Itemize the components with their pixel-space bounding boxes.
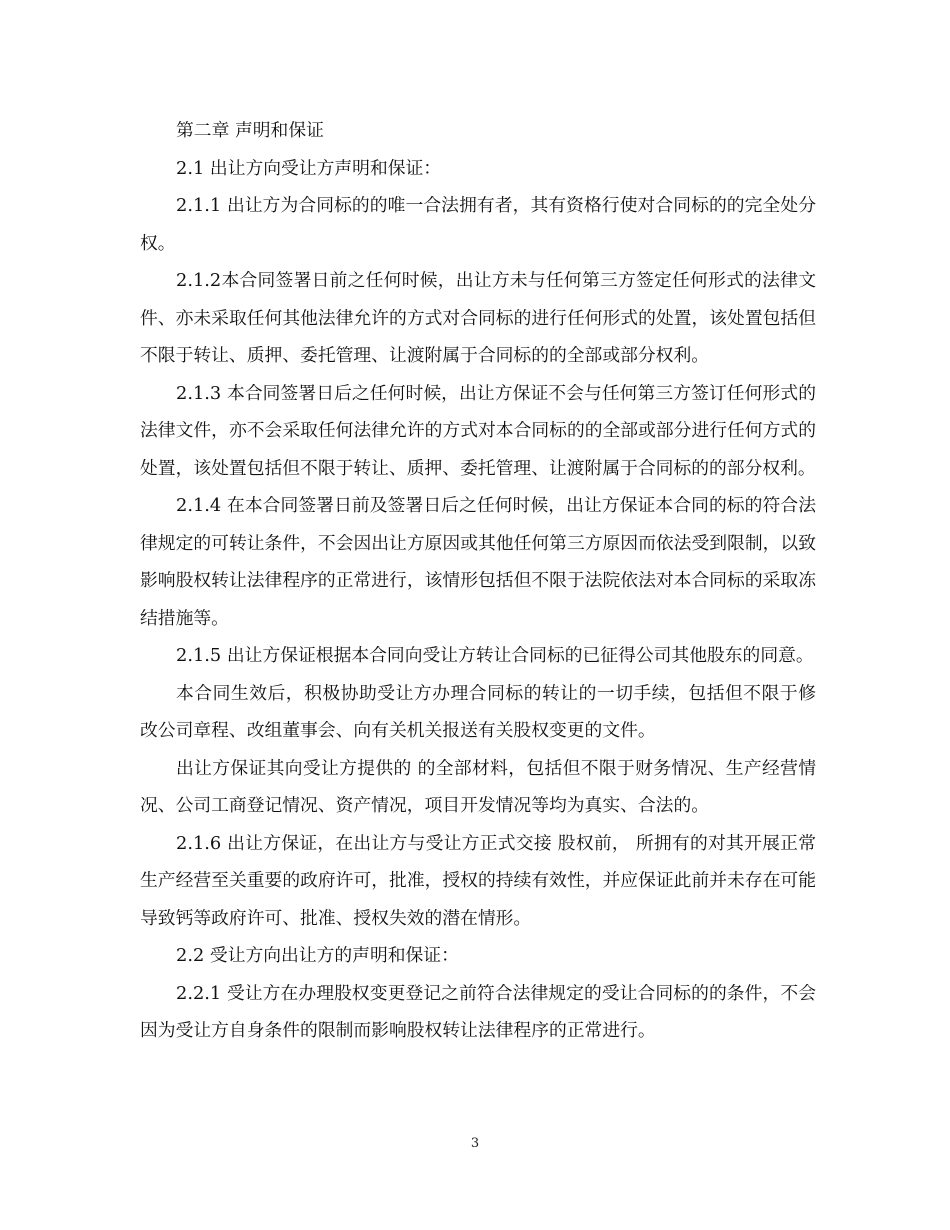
clause-2-1-1: 2.1.1 出让方为合同标的的唯一合法拥有者，其有资格行使对合同标的的完全处分权。 — [140, 195, 816, 254]
chapter-heading: 第二章 声明和保证 — [176, 120, 324, 141]
section-heading-2-1: 2.1 出让方向受让方声明和保证： — [176, 157, 442, 179]
section-heading-2-2: 2.2 受让方向出让方的声明和保证： — [176, 945, 459, 966]
clause-2-1-5: 2.1.5 出让方保证根据本合同向受让方转让合同标的已征得公司其他股东的同意。 — [176, 645, 814, 666]
clause-2-1-2: 2.1.2本合同签署日前之任何时候，出让方未与任何第三方签定任何形式的法律文件、亦未采取任何其他法律允许的方式对合同标的进行任何形式的处置，该处置包括但不限于转让、质押、委托管理、让渡附属于合同标的的全部或部分权利。 — [140, 270, 816, 366]
paragraph-materials-guarantee: 出让方保证其向受让方提供的 的全部材料，包括但不限于财务情况、生产经营情况、公司工商登记情况、资产情况，项目开发情况等均为真实、合法的。 — [140, 757, 816, 816]
document-body — [140, 112, 816, 1050]
clause-2-1-3: 2.1.3 本合同签署日后之任何时候，出让方保证不会与任何第三方签订任何形式的法律文件，亦不会采取任何法律允许的方式对本合同标的的全部或部分进行任何方式的处置，该处置包括但不限于转让、质押、委托管理、让渡附属于合同标的的部分权利。 — [140, 382, 816, 479]
paragraph-contract-effect: 本合同生效后，积极协助受让方办理合同标的转让的一切手续，包括但不限于修改公司章程、改组董事会、向有关机关报送有关股权变更的文件。 — [140, 682, 816, 741]
clause-2-2-1: 2.2.1 受让方在办理股权变更登记之前符合法律规定的受让合同标的的条件，不会因为受让方自身条件的限制而影响股权转让法律程序的正常进行。 — [140, 982, 816, 1041]
page-number: 3 — [470, 1136, 480, 1151]
clause-2-1-4: 2.1.4 在本合同签署日前及签署日后之任何时候，出让方保证本合同的标的符合法律规定的可转让条件，不会因出让方原因或其他任何第三方原因而依法受到限制，以致影响股权转让法律程序的正常进行，该情形包括但不限于法院依法对本合同标的采取冻结措施等。 — [140, 495, 816, 629]
clause-2-1-6: 2.1.6 出让方保证，在出让方与受让方正式交接 股权前， 所拥有的对其开展正常生产经营至关重要的政府许可，批准，授权的持续有效性，并应保证此前并未存在可能导致钙等政府许可、批准、授权失效的潜在情形。 — [140, 832, 816, 929]
